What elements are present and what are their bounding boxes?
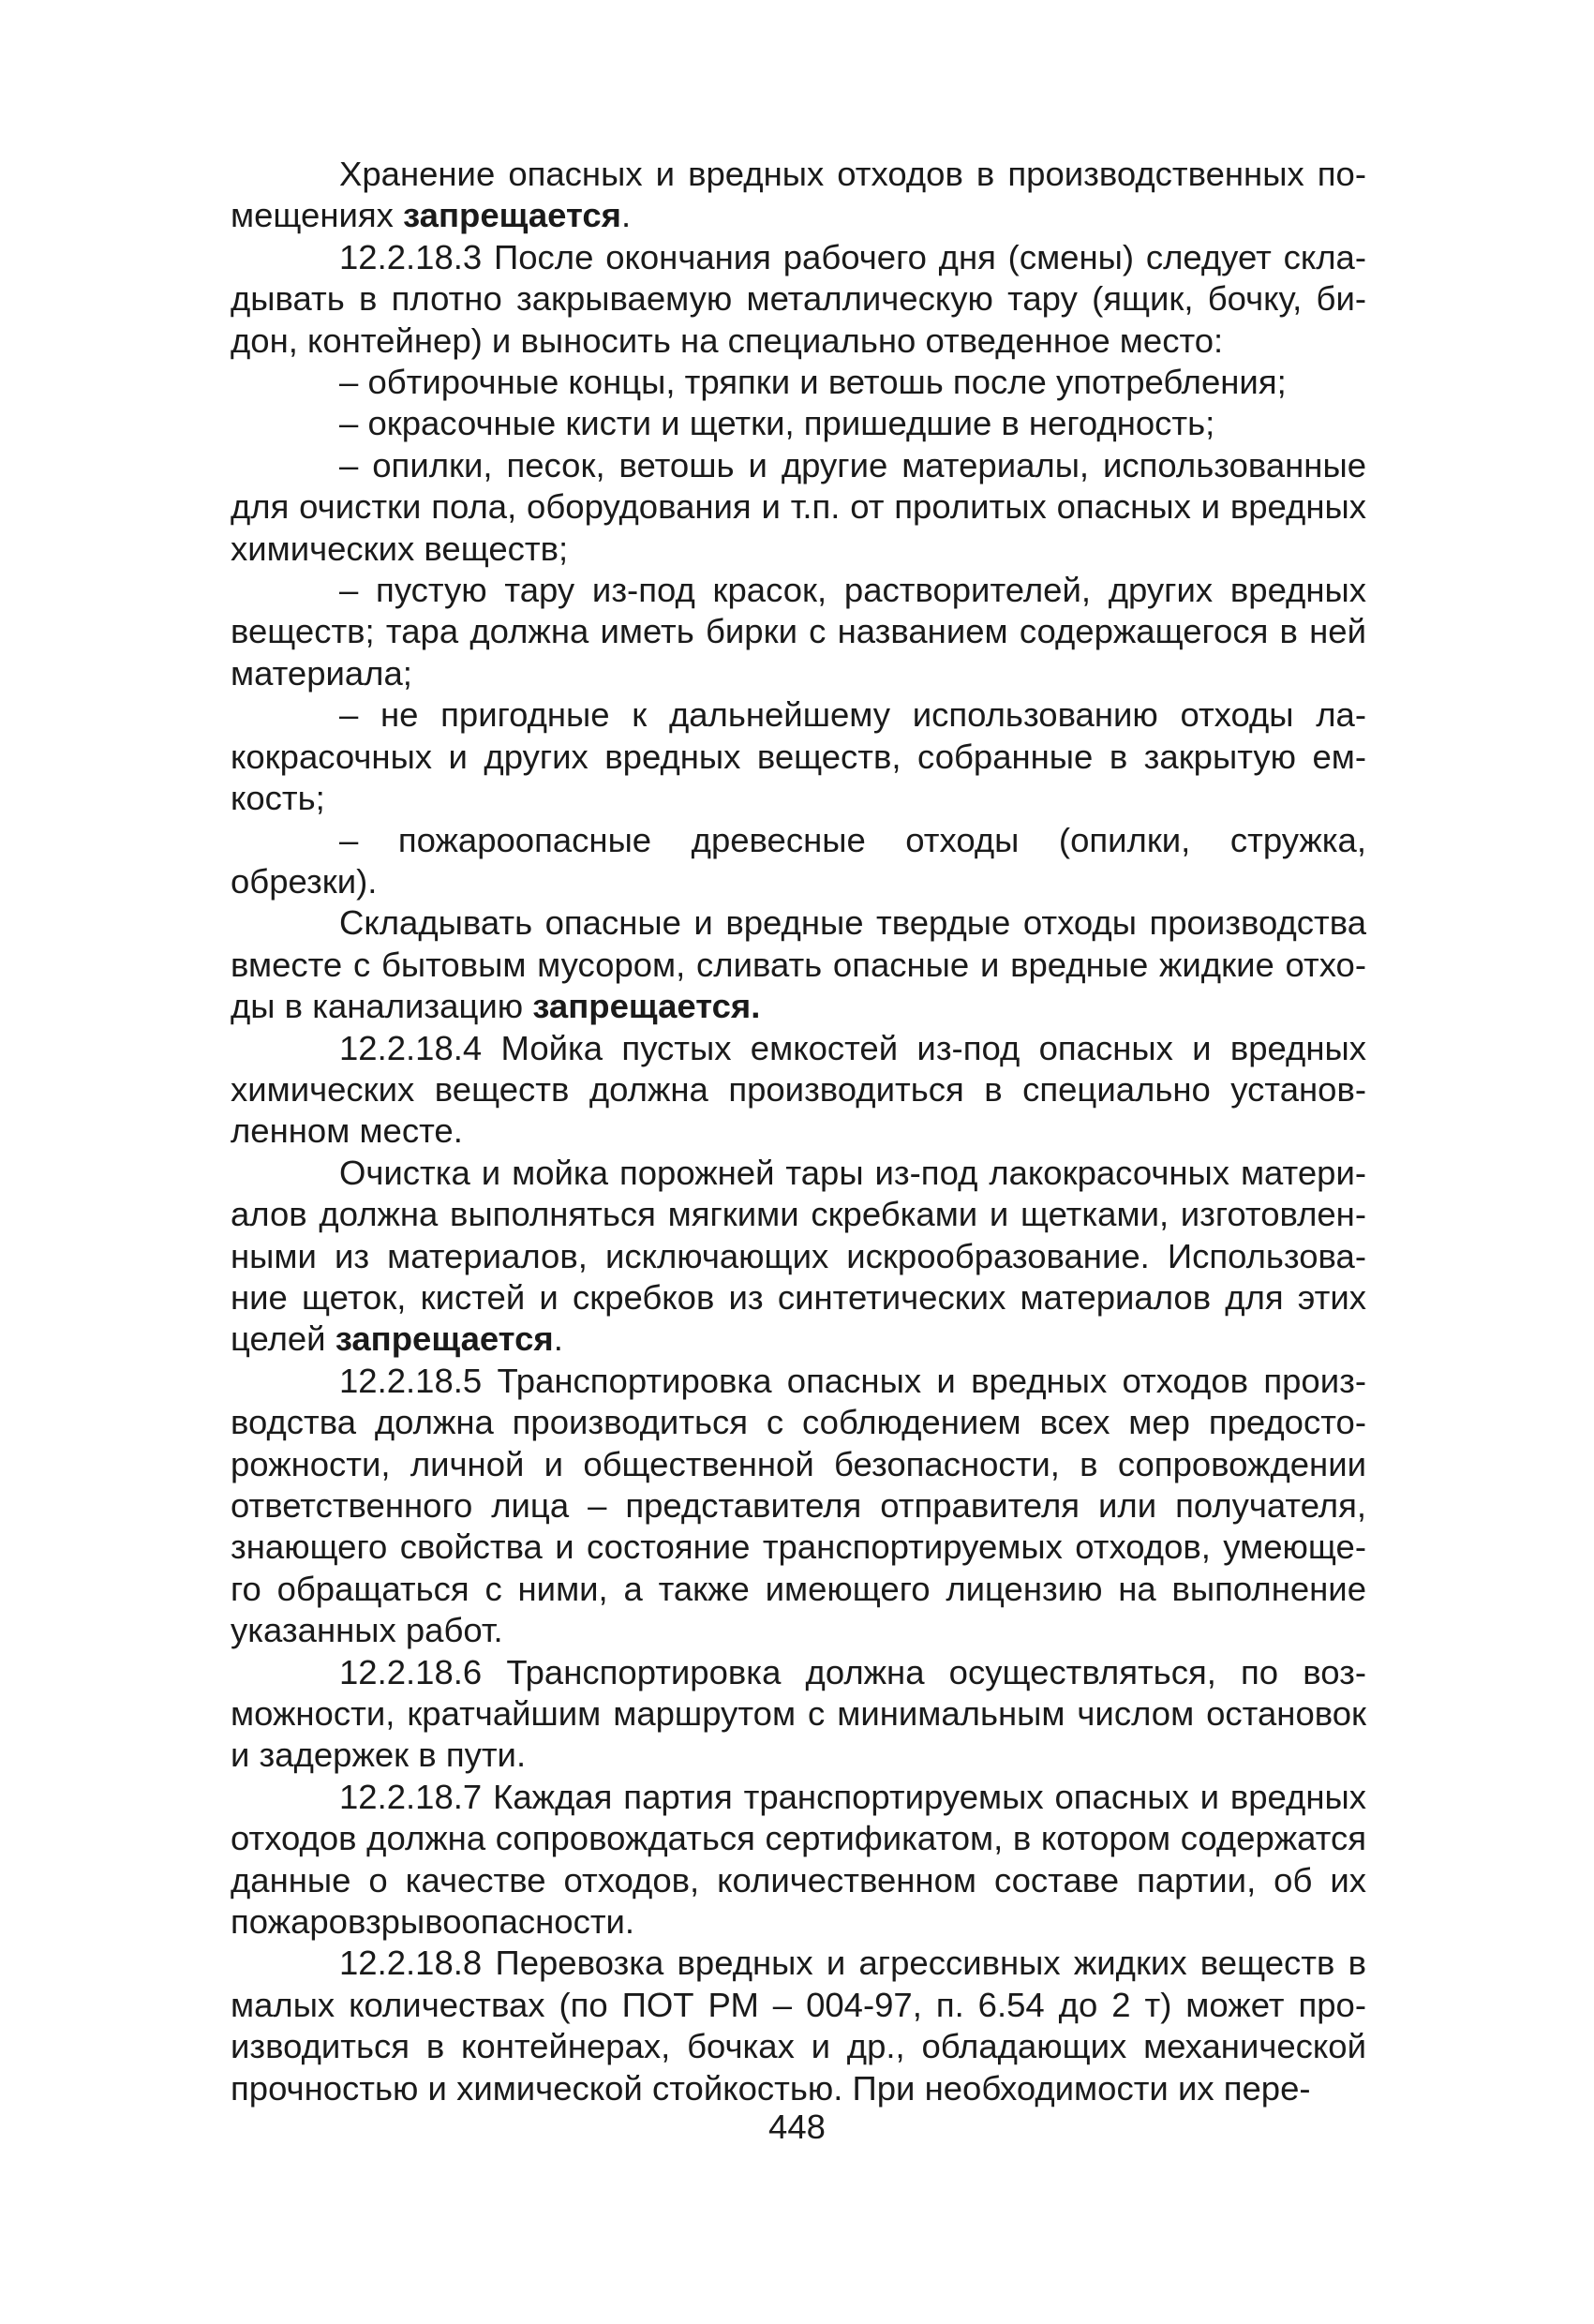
paragraph-tail: . (620, 196, 632, 235)
list-item-containers: – пустую тару из-под красок, растворителей, других вредных веществ; тара должна иметь бирки с названием содержащегося в ней материала; (231, 571, 1366, 693)
paragraph-text: Складывать опасные и вредные твердые отходы производства вместе с бытовым мусором, сливать опасные и вредные жидкие отходы в канализацию (231, 903, 1366, 1026)
bold-prohibited: запрещается. (532, 987, 761, 1026)
list-item-rags: – обтирочные концы, тряпки и ветошь после употребления; (339, 363, 1287, 402)
document-body (231, 154, 1366, 2140)
paragraph-text: Очистка и мойка порожней тары из-под лакокрасочных материалов должна выполняться мягкими скребками и щетками, изготовленными из материалов, исключающих искрообразование. Использование щеток, кистей и скребков из синтетических материалов для этих целей (231, 1153, 1366, 1359)
paragraph-storage-ban (231, 154, 1366, 237)
page-number: 448 (768, 2108, 826, 2146)
list-item-wood-waste: – пожароопасные древесные отходы (опилки, стружка, обрезки). (231, 820, 1366, 901)
paragraph-tail: . (553, 1319, 563, 1359)
paragraph-cleaning (231, 1153, 1366, 1361)
paragraph-12-2-18-7: 12.2.18.7 Каждая партия транспортируемых опасных и вредных отходов должна сопровождаться сертификатом, в котором содержатся данные о качестве отходов, количественном составе партии, об их пожаровзрывоопасности. (231, 1777, 1366, 1942)
paragraph-12-2-18-6: 12.2.18.6 Транспортировка должна осуществляться, по возможности, кратчайшим маршрутом с минимальным числом остановок и задержек в пути. (231, 1652, 1366, 1775)
list-item-unusable-waste: – не пригодные к дальнейшему использованию отходы лакокрасочных и других вредных веществ, собранные в закрытую емкость; (231, 695, 1366, 818)
list-item-brushes: – окрасочные кисти и щетки, пришедшие в негодность; (339, 404, 1215, 443)
list-item-sawdust: – опилки, песок, ветошь и другие материалы, использованные для очистки пола, оборудования и т.п. от пролитых опасных и вредных химических веществ; (231, 445, 1366, 568)
paragraph-12-2-18-5: 12.2.18.5 Транспортировка опасных и вредных отходов производства должна производиться с соблюдением всех мер предосторожности, личной и общественной безопасности, в сопровождении ответственного лица – представителя отправителя или получателя, знающего свойства и состояние транспортируемых отходов, умеющего обращаться с ними, а также имеющего лицензию на выполнение указанных работ. (231, 1361, 1366, 1650)
paragraph-text: Хранение опасных и вредных отходов в производственных помещениях (231, 155, 1366, 235)
paragraph-12-2-18-8: 12.2.18.8 Перевозка вредных и агрессивных жидких веществ в малых количествах (по ПОТ РМ – 004-97, п. 6.54 до 2 т) может производиться в контейнерах, бочках и др., обладающих механической прочностью и химической стойкостью. При необходимости их пере- (231, 1944, 1366, 2108)
paragraph-12-2-18-4: 12.2.18.4 Мойка пустых емкостей из-под опасных и вредных химических веществ должна производиться в специально установленном месте. (231, 1028, 1366, 1151)
bold-prohibited: запрещается (335, 1319, 554, 1359)
paragraph-garbage-ban (231, 902, 1366, 1027)
paragraph-12-2-18-3: 12.2.18.3 После окончания рабочего дня (смены) следует складывать в плотно закрываемую металлическую тару (ящик, бочку, бидон, контейнер) и выносить на специально отведенное место: (231, 237, 1366, 360)
bold-prohibited: запрещается (403, 196, 621, 235)
